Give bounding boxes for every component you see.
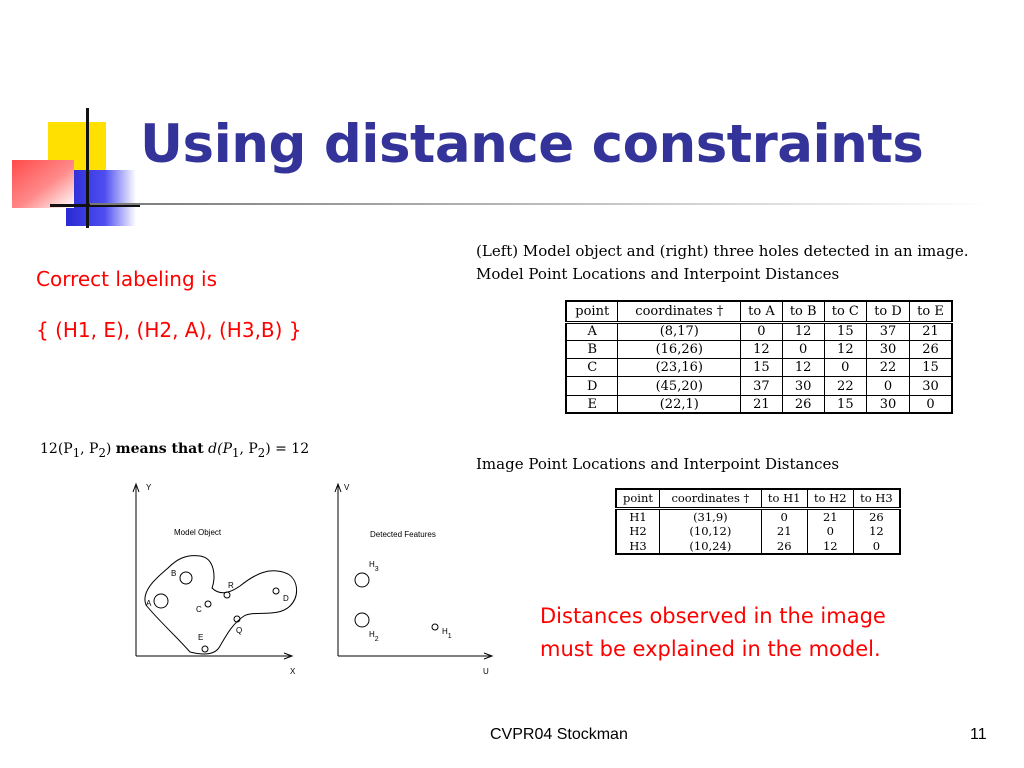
table-cell: 26 <box>782 395 824 413</box>
table-cell: D <box>566 377 618 395</box>
table-cell: 0 <box>741 322 783 340</box>
table-cell: 30 <box>782 377 824 395</box>
table-cell: 0 <box>853 539 900 554</box>
model-label-c: C <box>196 605 202 614</box>
title-deco-blue-square <box>66 170 136 226</box>
table-cell: (45,20) <box>618 377 741 395</box>
table-cell: H1 <box>629 509 647 524</box>
table-row <box>566 340 952 358</box>
model-point-c <box>205 601 211 607</box>
table-cell: (23,16) <box>618 359 741 377</box>
notation-means: means that <box>115 441 204 457</box>
table-cell: 37 <box>867 322 910 340</box>
table-cell: (31,9) <box>660 508 762 524</box>
table-header-cell: point <box>616 489 660 508</box>
table-row <box>566 322 952 340</box>
table-cell: 37 <box>741 377 783 395</box>
table-row <box>616 539 900 554</box>
table-cell: 15 <box>910 359 952 377</box>
table-header-cell: coordinates † <box>618 301 741 322</box>
table-cell: 0 <box>867 377 910 395</box>
table-header-cell: to D <box>867 301 910 322</box>
table-cell: 0 <box>910 395 952 413</box>
model-label-r: R <box>228 581 234 590</box>
table-cell: A <box>566 322 618 340</box>
title-underline <box>90 203 990 205</box>
detected-features-title: Detected Features <box>370 530 436 539</box>
table-cell: 0 <box>782 340 824 358</box>
labeling-set: { (H1, E), (H2, A), (H3,B) } <box>36 318 302 342</box>
notation-mid: , P <box>239 441 258 457</box>
model-hole-b <box>180 572 192 584</box>
table-cell: 0 <box>807 524 853 539</box>
table-cell: 12 <box>782 322 824 340</box>
table-cell: 30 <box>867 395 910 413</box>
table-row <box>566 359 952 377</box>
figure-caption: (Left) Model object and (right) three holes detected in an image. <box>476 242 969 260</box>
table-cell: (8,17) <box>618 322 741 340</box>
model-point-e <box>202 646 208 652</box>
table-row <box>616 508 900 524</box>
model-label-q: Q <box>236 626 243 635</box>
model-axis-y-label: Y <box>146 483 152 492</box>
table-cell: 21 <box>761 524 807 539</box>
slide-title: Using distance constraints <box>140 114 924 175</box>
table-header-cell: coordinates † <box>660 489 762 508</box>
table-header-cell: point <box>566 301 618 322</box>
model-label-b: B <box>171 569 177 578</box>
table-cell: 12 <box>741 340 783 358</box>
table-cell: 15 <box>741 359 783 377</box>
table-cell: 12 <box>807 539 853 554</box>
table-cell: B <box>566 340 618 358</box>
detected-label-h3: H3 <box>369 560 379 573</box>
notation-sub: 2 <box>98 445 106 460</box>
table-row <box>566 395 952 413</box>
table-cell: E <box>566 395 618 413</box>
detected-feature-holes <box>355 573 438 630</box>
table-cell: 30 <box>910 377 952 395</box>
title-deco-red-square <box>12 160 74 208</box>
table-header-cell: to H2 <box>807 489 853 508</box>
table-cell: (10,12) <box>660 524 762 539</box>
image-table-title: Image Point Locations and Interpoint Distances <box>476 455 840 473</box>
table-cell: 12 <box>782 359 824 377</box>
labeling-heading: Correct labeling is <box>36 267 217 291</box>
notation-sub: 1 <box>232 445 240 460</box>
notation-sub: 1 <box>72 445 81 460</box>
table-cell: 26 <box>910 340 952 358</box>
table-cell: 26 <box>761 539 807 554</box>
table-header-cell: to H1 <box>761 489 807 508</box>
table-header-row <box>566 301 952 322</box>
detected-label-h1: H1 <box>442 627 452 640</box>
table-cell: 21 <box>910 322 952 340</box>
detected-axis-v-label: V <box>344 483 350 492</box>
detected-axes <box>335 484 492 659</box>
note-line-2: must be explained in the model. <box>540 637 881 661</box>
table-header-cell: to C <box>824 301 866 322</box>
table-cell: (22,1) <box>618 395 741 413</box>
detected-label-h2: H2 <box>369 630 379 643</box>
table-cell: 12 <box>853 524 900 539</box>
model-label-d: D <box>283 594 289 603</box>
title-deco-vertical-line <box>86 108 89 228</box>
model-distance-table <box>565 300 953 414</box>
model-hole-a <box>154 594 168 608</box>
detected-axis-u-label: U <box>483 667 489 676</box>
table-cell: 22 <box>867 359 910 377</box>
detected-hole-h2 <box>355 613 369 627</box>
model-label-e: E <box>198 633 204 642</box>
model-point-r <box>224 592 230 598</box>
table-cell: C <box>566 359 618 377</box>
notation-d: d(P <box>208 441 233 457</box>
table-header-row <box>616 489 900 508</box>
notation-rhs: ) = 12 <box>265 441 310 457</box>
table-header-cell: to H3 <box>853 489 900 508</box>
model-and-detected-figures <box>120 470 500 685</box>
model-label-a: A <box>146 599 152 608</box>
table-cell: 21 <box>741 395 783 413</box>
table-cell: 15 <box>824 322 866 340</box>
detected-hole-h1 <box>432 624 438 630</box>
table-row <box>616 524 900 539</box>
table-cell: H3 <box>629 538 647 553</box>
detected-hole-h3 <box>355 573 369 587</box>
table-cell: 15 <box>824 395 866 413</box>
notation-close: ) <box>105 441 112 457</box>
model-axis-x-label: X <box>290 667 296 676</box>
image-distance-table <box>615 488 901 555</box>
model-object-outline <box>145 556 297 654</box>
table-cell: H2 <box>629 524 647 538</box>
distance-notation <box>40 441 309 460</box>
model-table-title: Model Point Locations and Interpoint Distances <box>476 265 840 283</box>
table-header-cell: to A <box>741 301 783 322</box>
distance-explanation-note <box>540 600 886 666</box>
table-cell: 26 <box>853 508 900 524</box>
table-cell: 22 <box>824 377 866 395</box>
notation-mid: , P <box>80 441 99 457</box>
notation-lhs: 12(P <box>40 441 73 457</box>
table-row <box>566 377 952 395</box>
note-line-1: Distances observed in the image <box>540 604 886 628</box>
model-point-d <box>273 588 279 594</box>
table-cell: 12 <box>824 340 866 358</box>
table-cell: 21 <box>807 508 853 524</box>
model-object-title: Model Object <box>174 528 222 537</box>
table-header-cell: to B <box>782 301 824 322</box>
table-cell: (16,26) <box>618 340 741 358</box>
slide-number: 11 <box>970 726 987 743</box>
table-cell: 0 <box>824 359 866 377</box>
table-cell: (10,24) <box>660 539 762 554</box>
table-header-cell: to E <box>910 301 952 322</box>
notation-sub: 2 <box>257 445 266 460</box>
footer-source: CVPR04 Stockman <box>490 726 628 743</box>
model-feature-holes <box>154 572 279 652</box>
table-cell: 0 <box>761 508 807 524</box>
table-cell: 30 <box>867 340 910 358</box>
